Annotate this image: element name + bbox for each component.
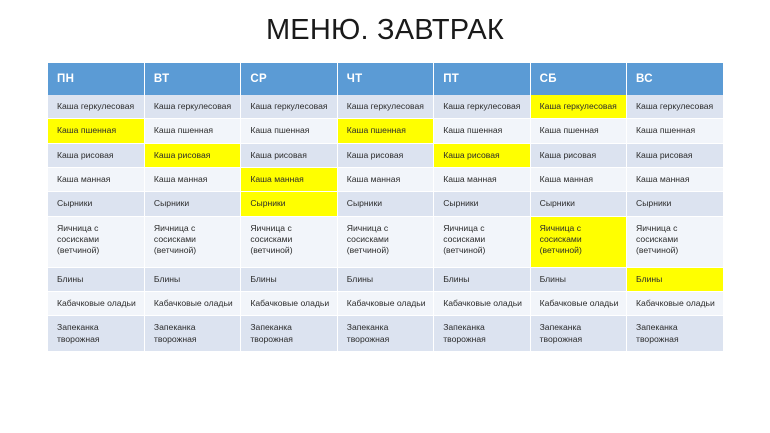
menu-cell[interactable]: Запеканка творожная [434, 316, 530, 352]
menu-cell[interactable]: Запеканка творожная [48, 316, 144, 352]
weekly-breakfast-menu-table [48, 63, 723, 352]
table-body [48, 95, 723, 352]
menu-cell[interactable]: Запеканка творожная [144, 316, 240, 352]
table-row [48, 119, 723, 143]
menu-cell[interactable]: Каша геркулесовая [337, 95, 433, 119]
menu-table-container [48, 63, 723, 352]
menu-cell[interactable]: Запеканка творожная [337, 316, 433, 352]
menu-cell[interactable]: Блины [241, 267, 337, 291]
menu-cell[interactable]: Кабачковые оладьи [530, 292, 626, 316]
menu-cell[interactable]: Запеканка творожная [241, 316, 337, 352]
menu-cell[interactable]: Каша пшенная [48, 119, 144, 143]
menu-cell[interactable]: Каша манная [337, 168, 433, 192]
menu-cell[interactable]: Каша рисовая [434, 143, 530, 167]
menu-cell[interactable]: Каша геркулесовая [48, 95, 144, 119]
menu-cell[interactable]: Каша рисовая [530, 143, 626, 167]
menu-cell[interactable]: Кабачковые оладьи [241, 292, 337, 316]
menu-cell[interactable]: Яичница с сосисками (ветчиной) [627, 216, 723, 267]
menu-cell[interactable]: Блины [434, 267, 530, 291]
menu-cell[interactable]: Запеканка творожная [530, 316, 626, 352]
menu-cell[interactable]: Яичница с сосисками (ветчиной) [48, 216, 144, 267]
menu-cell[interactable]: Каша рисовая [241, 143, 337, 167]
menu-cell[interactable]: Каша рисовая [337, 143, 433, 167]
menu-cell[interactable]: Каша пшенная [337, 119, 433, 143]
menu-cell[interactable]: Кабачковые оладьи [627, 292, 723, 316]
column-header-пт[interactable]: ПТ [434, 63, 530, 95]
menu-cell[interactable]: Каша манная [434, 168, 530, 192]
table-row [48, 267, 723, 291]
table-row [48, 95, 723, 119]
menu-cell[interactable]: Каша геркулесовая [434, 95, 530, 119]
table-row [48, 168, 723, 192]
menu-cell[interactable]: Каша манная [530, 168, 626, 192]
menu-cell[interactable]: Сырники [627, 192, 723, 216]
menu-cell[interactable]: Блины [48, 267, 144, 291]
table-header-row [48, 63, 723, 95]
menu-cell[interactable]: Каша геркулесовая [144, 95, 240, 119]
table-row [48, 216, 723, 267]
menu-cell[interactable]: Каша манная [48, 168, 144, 192]
menu-cell[interactable]: Каша пшенная [434, 119, 530, 143]
menu-cell[interactable]: Каша пшенная [627, 119, 723, 143]
menu-cell[interactable]: Кабачковые оладьи [144, 292, 240, 316]
menu-cell[interactable]: Каша геркулесовая [530, 95, 626, 119]
menu-cell[interactable]: Кабачковые оладьи [434, 292, 530, 316]
menu-cell[interactable]: Яичница с сосисками (ветчиной) [434, 216, 530, 267]
menu-cell[interactable]: Кабачковые оладьи [48, 292, 144, 316]
menu-cell[interactable]: Каша манная [144, 168, 240, 192]
menu-cell[interactable]: Каша рисовая [627, 143, 723, 167]
table-row [48, 192, 723, 216]
menu-cell[interactable]: Яичница с сосисками (ветчиной) [337, 216, 433, 267]
page-title: МЕНЮ. ЗАВТРАК [265, 14, 505, 46]
menu-cell[interactable]: Каша геркулесовая [627, 95, 723, 119]
column-header-вс[interactable]: ВС [627, 63, 723, 95]
table-row [48, 143, 723, 167]
menu-cell[interactable]: Блины [530, 267, 626, 291]
menu-cell[interactable]: Кабачковые оладьи [337, 292, 433, 316]
menu-cell[interactable]: Блины [627, 267, 723, 291]
column-header-вт[interactable]: ВТ [144, 63, 240, 95]
menu-cell[interactable]: Сырники [144, 192, 240, 216]
column-header-ср[interactable]: СР [241, 63, 337, 95]
menu-cell[interactable]: Каша рисовая [144, 143, 240, 167]
table-row [48, 292, 723, 316]
menu-cell[interactable]: Яичница с сосисками (ветчиной) [530, 216, 626, 267]
menu-cell[interactable]: Яичница с сосисками (ветчиной) [144, 216, 240, 267]
menu-cell[interactable]: Сырники [241, 192, 337, 216]
table-row [48, 316, 723, 352]
menu-cell[interactable]: Каша пшенная [530, 119, 626, 143]
menu-cell[interactable]: Сырники [530, 192, 626, 216]
menu-cell[interactable]: Сырники [434, 192, 530, 216]
menu-cell[interactable]: Каша манная [627, 168, 723, 192]
menu-cell[interactable]: Каша пшенная [241, 119, 337, 143]
menu-cell[interactable]: Блины [144, 267, 240, 291]
menu-cell[interactable]: Блины [337, 267, 433, 291]
menu-cell[interactable]: Каша геркулесовая [241, 95, 337, 119]
menu-cell[interactable]: Каша рисовая [48, 143, 144, 167]
menu-cell[interactable]: Яичница с сосисками (ветчиной) [241, 216, 337, 267]
menu-cell[interactable]: Сырники [48, 192, 144, 216]
column-header-чт[interactable]: ЧТ [337, 63, 433, 95]
menu-cell[interactable]: Каша пшенная [144, 119, 240, 143]
menu-cell[interactable]: Сырники [337, 192, 433, 216]
column-header-пн[interactable]: ПН [48, 63, 144, 95]
menu-cell[interactable]: Запеканка творожная [627, 316, 723, 352]
table-header [48, 63, 723, 95]
menu-cell[interactable]: Каша манная [241, 168, 337, 192]
column-header-сб[interactable]: СБ [530, 63, 626, 95]
